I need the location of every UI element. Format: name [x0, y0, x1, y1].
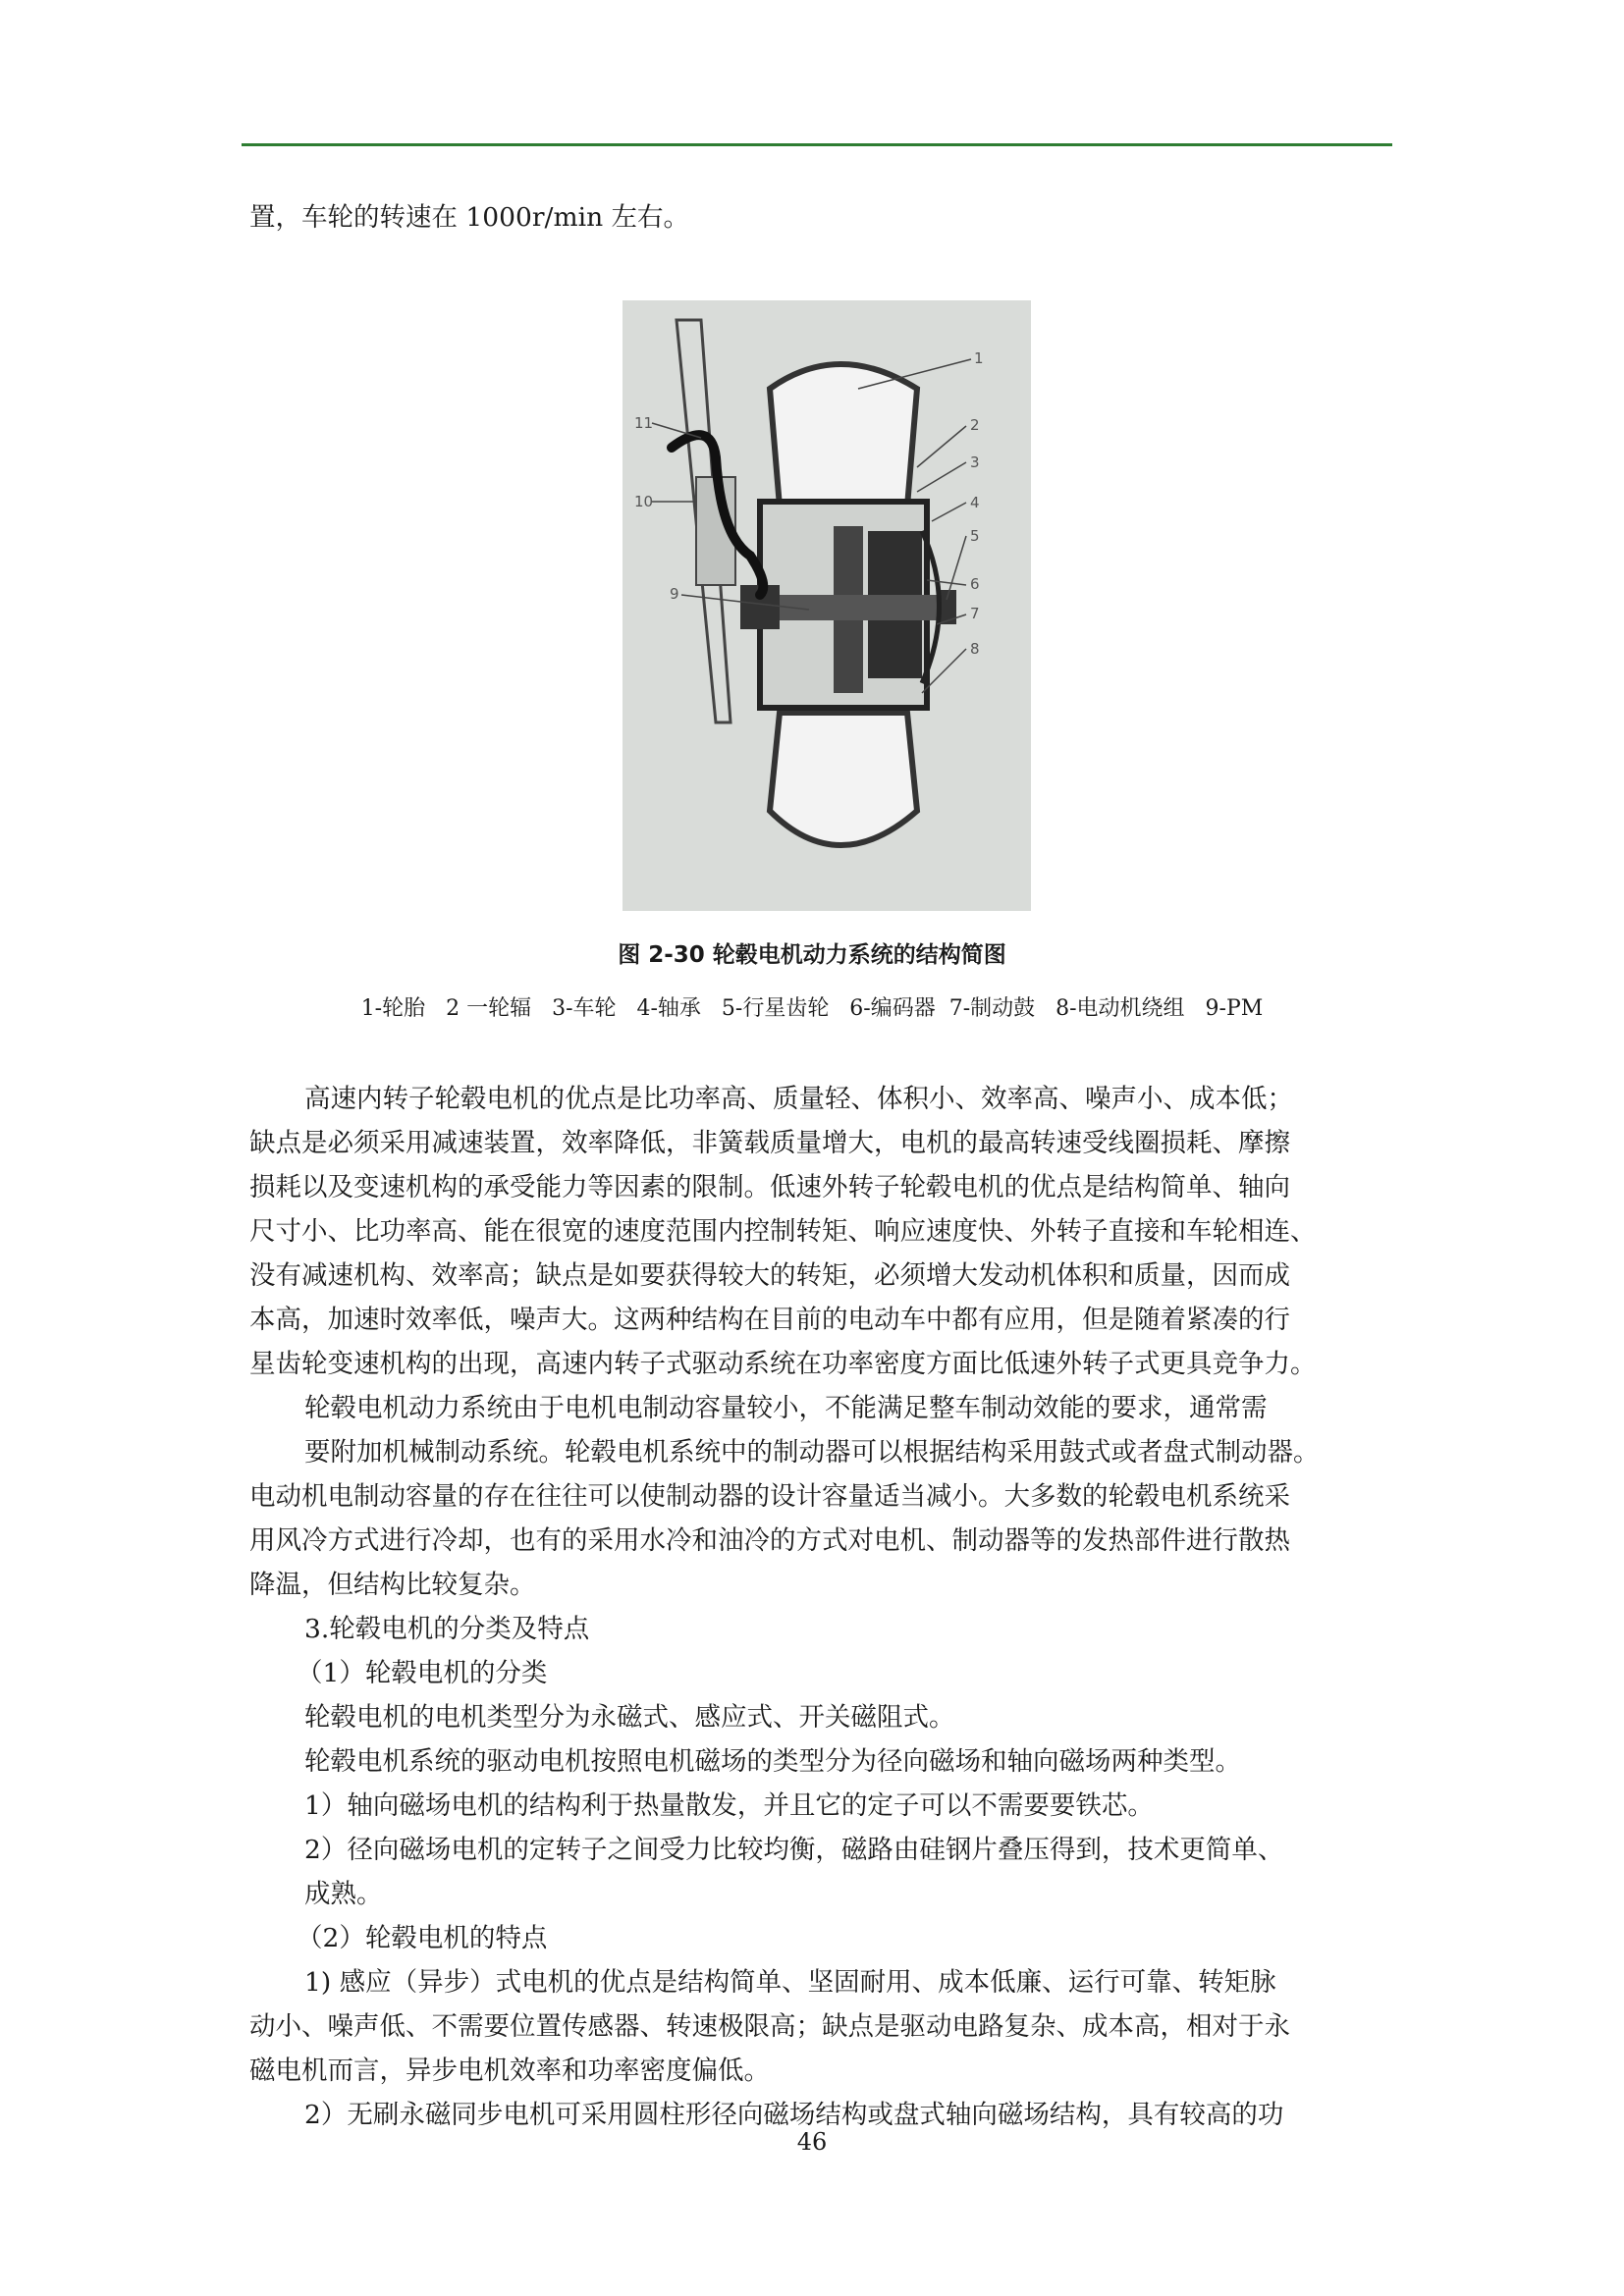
paragraph-line: 缺点是必须采用减速装置，效率降低，非簧载质量增大，电机的最高转速受线圈损耗、摩擦 [249, 1128, 1290, 1158]
paragraph-line: 动小、噪声低、不需要位置传感器、转速极限高；缺点是驱动电路复杂、成本高，相对于永 [249, 2011, 1290, 2042]
list-item: 2）径向磁场电机的定转子之间受力比较均衡，磁路由硅钢片叠压得到，技术更简单、 [304, 1835, 1284, 1865]
list-item-continued: 成熟。 [304, 1879, 383, 1909]
callout-3: 3 [970, 454, 980, 471]
paragraph-line: 轮毂电机的电机类型分为永磁式、感应式、开关磁阻式。 [304, 1702, 955, 1733]
callout-5: 5 [970, 527, 980, 545]
callout-11: 11 [634, 414, 654, 432]
callout-7: 7 [970, 605, 980, 622]
callout-6: 6 [970, 575, 980, 593]
paragraph-line: 损耗以及变速机构的承受能力等因素的限制。低速外转子轮毂电机的优点是结构简单、轴向 [249, 1172, 1290, 1202]
list-item: 1) 感应（异步）式电机的优点是结构简单、坚固耐用、成本低廉、运行可靠、转矩脉 [304, 1967, 1276, 1998]
subsection-heading: （2）轮毂电机的特点 [297, 1923, 548, 1953]
paragraph-line: 轮毂电机动力系统由于电机电制动容量较小，不能满足整车制动效能的要求，通常需 [304, 1393, 1268, 1423]
paragraph-line: 要附加机械制动系统。轮毂电机系统中的制动器可以根据结构采用鼓式或者盘式制动器。 [304, 1437, 1320, 1468]
list-item: 2）无刷永磁同步电机可采用圆柱形径向磁场结构或盘式轴向磁场结构，具有较高的功 [304, 2100, 1284, 2130]
callout-10: 10 [634, 493, 654, 510]
paragraph-line: 星齿轮变速机构的出现，高速内转子式驱动系统在功率密度方面比低速外转子式更具竞争力。 [249, 1349, 1317, 1379]
callout-8: 8 [970, 640, 980, 658]
figure-caption: 图 2-30 轮毂电机动力系统的结构简图 [618, 942, 1006, 968]
paragraph-line: 降温，但结构比较复杂。 [249, 1570, 536, 1600]
wheel-hub-motor-diagram [623, 300, 1031, 911]
top-line: 置，车轮的转速在 1000r/min 左右。 [249, 202, 690, 233]
paragraph-line: 尺寸小、比功率高、能在很宽的速度范围内控制转矩、响应速度快、外转子直接和车轮相连、 [249, 1216, 1317, 1247]
callout-4: 4 [970, 494, 980, 511]
paragraph-line: 高速内转子轮毂电机的优点是比功率高、质量轻、体积小、效率高、噪声小、成本低； [304, 1084, 1293, 1114]
callout-2: 2 [970, 416, 980, 434]
paragraph-line: 用风冷方式进行冷却，也有的采用水冷和油冷的方式对电机、制动器等的发热部件进行散热 [249, 1525, 1290, 1556]
paragraph-line: 磁电机而言，异步电机效率和功率密度偏低。 [249, 2056, 770, 2086]
header-rule [242, 143, 1392, 146]
paragraph-line: 电动机电制动容量的存在往往可以使制动器的设计容量适当减小。大多数的轮毂电机系统采 [249, 1481, 1290, 1512]
callout-1: 1 [974, 349, 984, 367]
list-item: 1）轴向磁场电机的结构利于热量散发，并且它的定子可以不需要要铁芯。 [304, 1790, 1154, 1821]
section-heading: 3.轮毂电机的分类及特点 [304, 1614, 590, 1644]
figure-legend: 1-轮胎 2 一轮辐 3-车轮 4-轴承 5-行星齿轮 6-编码器 7-制动鼓 8-电动机绕组 9-PM [360, 996, 1264, 1021]
subsection-heading: （1）轮毂电机的分类 [297, 1658, 548, 1688]
paragraph-line: 本高，加速时效率低，噪声大。这两种结构在目前的电动车中都有应用，但是随着紧凑的行 [249, 1305, 1290, 1335]
callout-9: 9 [670, 585, 679, 603]
paragraph-line: 轮毂电机系统的驱动电机按照电机磁场的类型分为径向磁场和轴向磁场两种类型。 [304, 1746, 1241, 1777]
paragraph-line: 没有减速机构、效率高；缺点是如要获得较大的转矩，必须增大发动机体积和质量，因而成 [249, 1260, 1290, 1291]
page-number: 46 [796, 2128, 828, 2156]
